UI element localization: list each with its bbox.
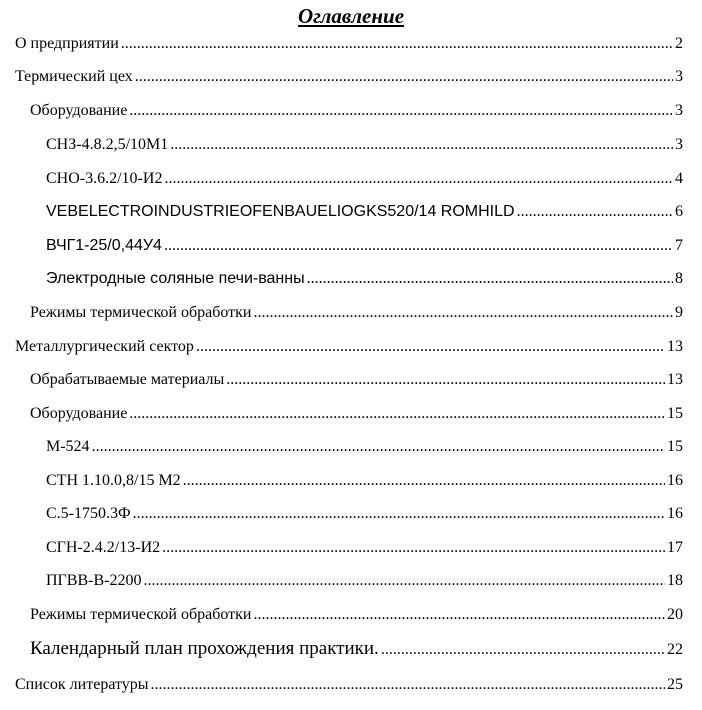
toc-entry-page: 15 [667,438,683,455]
toc-entry[interactable] [46,133,683,157]
toc-entry-label: Календарный план прохождения практики. [30,638,379,659]
toc-entry-page: 15 [667,405,683,422]
toc-entry-label: ПГВВ-В-2200 [46,572,142,589]
toc-entry-page: 20 [667,606,683,623]
toc-entry[interactable] [30,301,683,325]
toc-leader-dots [151,673,665,697]
toc-entry-page: 4 [675,170,683,187]
toc-entry-page: 9 [675,304,683,321]
toc-entry-label: С.5-1750.3Ф [46,505,131,522]
toc-leader-dots [226,368,665,392]
toc-leader-dots [164,167,673,191]
toc-entry-label: Режимы термической обработки [30,606,252,623]
toc-leader-dots [517,200,673,224]
toc-entry[interactable] [15,673,683,697]
toc-entry-label: Режимы термической обработки [30,304,252,321]
toc-entry-label: Оборудование [30,405,128,422]
toc-leader-dots [254,603,666,627]
toc-entry-page: 18 [667,572,683,589]
toc-entry-label: СНЗ-4.8.2,5/10М1 [46,136,169,153]
toc-leader-dots [183,469,665,493]
toc-entry[interactable] [46,569,683,593]
toc-leader-dots [133,502,665,526]
toc-entry-page: 22 [667,641,683,658]
toc-entry[interactable] [15,65,683,89]
toc-entry-label: М-524 [46,438,90,455]
toc-entry-page: 13 [667,371,683,388]
toc-leader-dots [92,435,665,459]
toc-leader-dots [381,638,665,662]
toc-entry[interactable] [46,167,683,191]
toc-entry-label: Термический цех [15,68,133,85]
toc-entry-page: 3 [675,68,683,85]
toc-entry-page: 6 [675,203,683,220]
toc-entry[interactable] [46,435,683,459]
toc-entry-page: 17 [667,539,683,556]
toc-leader-dots [170,133,673,157]
toc-leader-dots [196,335,665,359]
toc-leader-dots [254,301,674,325]
toc-title: Оглавление [297,4,405,28]
toc-entry-page: 16 [667,505,683,522]
toc-entry-label: Электродные соляные печи-ванны [46,270,305,287]
toc-entry-page: 3 [675,136,683,153]
toc-leader-dots [121,32,673,56]
toc-entry-page: 3 [675,102,683,119]
toc-entry-label: ВЧГ1-25/0,44У4 [46,237,162,254]
toc-entry-label: Металлургический сектор [15,338,194,355]
toc-entry[interactable] [46,536,683,560]
toc-entry-page: 13 [667,338,683,355]
toc-entry[interactable] [30,402,683,426]
toc-entry-label: VEBELECTROINDUSTRIEOFENBAUELIOGKS520/14 ROMHILD [46,203,515,220]
toc-entry-label: Оборудование [30,102,128,119]
toc-entry-label: СГН-2.4.2/13-И2 [46,539,161,556]
toc-entry-page: 16 [667,472,683,489]
toc-entry-label: СТН 1.10.0,8/15 М2 [46,472,181,489]
toc-entry-label: Обрабатываемые материалы [30,371,225,388]
toc-entry-label: О предприятии [15,35,119,52]
toc-entry[interactable] [46,502,683,526]
toc-entry[interactable] [15,335,683,359]
toc-entry-page: 2 [675,35,683,52]
toc-entry[interactable] [30,99,683,123]
toc-entry[interactable] [30,603,683,627]
toc-leader-dots [143,569,665,593]
toc-leader-dots [129,402,665,426]
toc-entry[interactable] [46,469,683,493]
toc-leader-dots [164,234,673,258]
toc-entry-label: Список литературы [15,676,149,693]
toc-entry[interactable] [46,234,683,258]
toc-entry-page: 7 [675,237,683,254]
toc-entry[interactable] [46,267,683,291]
toc-entry-label: СНО-3.6.2/10-И2 [46,170,163,187]
toc-entry[interactable] [30,637,683,661]
toc-entry-page: 25 [667,676,683,693]
toc-entry-page: 8 [675,270,683,287]
toc-leader-dots [129,99,673,123]
toc-leader-dots [162,536,665,560]
toc-entry[interactable] [46,200,683,224]
toc-leader-dots [135,65,673,89]
toc-leader-dots [307,267,673,291]
toc-entry[interactable] [30,368,683,392]
toc-entry[interactable] [15,32,683,56]
